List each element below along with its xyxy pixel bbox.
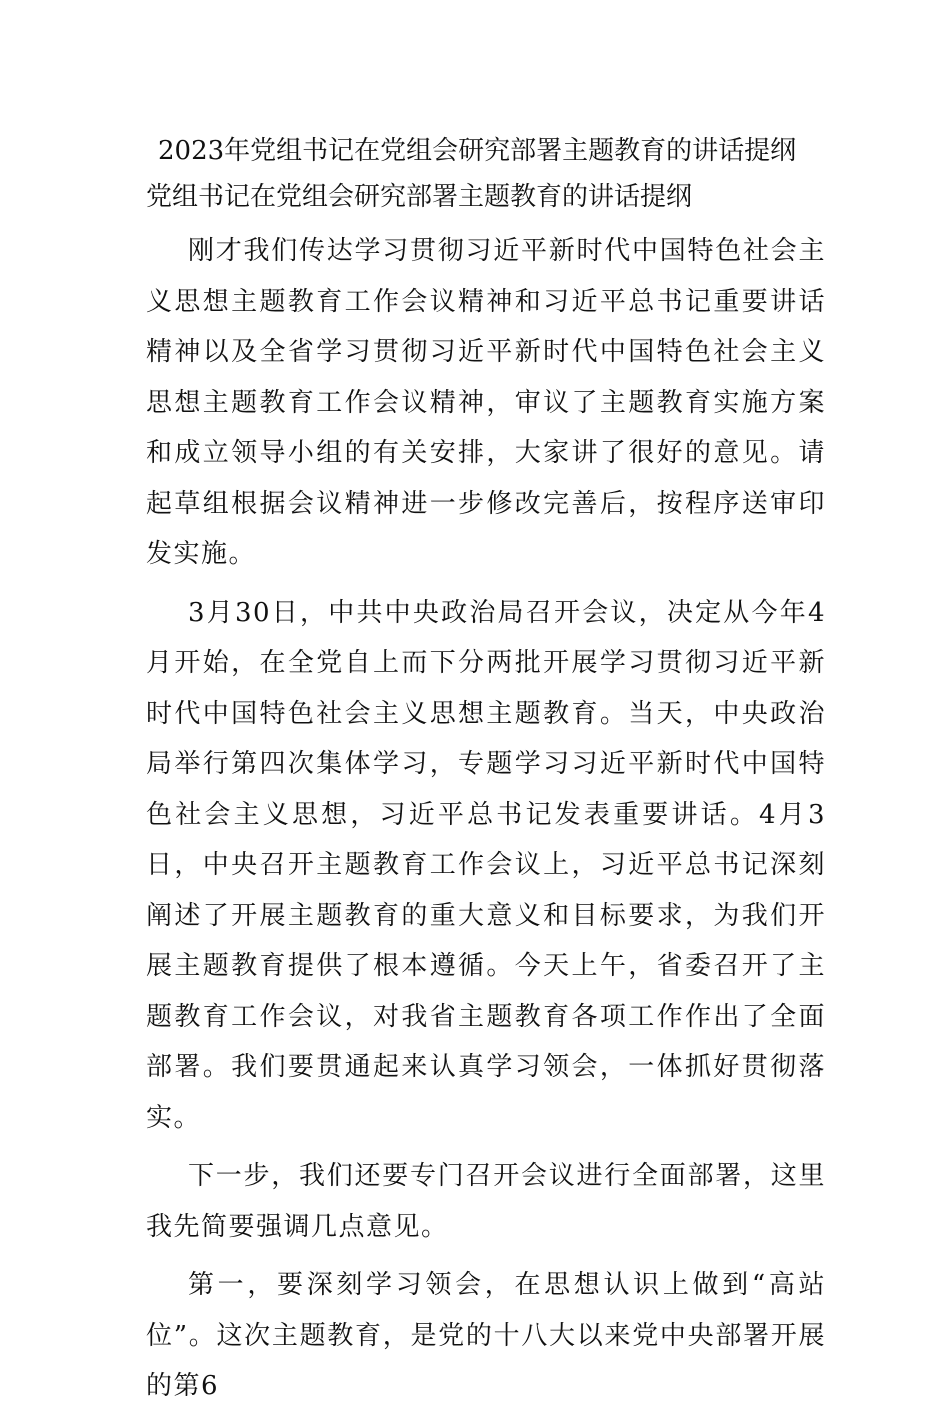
document-title: 2023年党组书记在党组会研究部署主题教育的讲话提纲	[158, 136, 797, 166]
paragraph-2: 3月30日，中共中央政治局召开会议，决定从今年4月开始，在全党自上而下分两批开展学习贯彻习近平新时代中国特色社会主义思想主题教育。当天，中央政治局举行第四次集体学习，专题学习习近平新时代中国特色社会主义思想，习近平总书记发表重要讲话。4月3日，中央召开主题教育工作会议上，习近平总书记深刻阐述了开展主题教育的重大意义和目标要求，为我们开展主题教育提供了根本遵循。今天上午，省委召开了主题教育工作会议，对我省主题教育各项工作作出了全面部署。我们要贯通起来认真学习领会，一体抓好贯彻落实。	[146, 597, 826, 1133]
document-body	[146, 128, 826, 1412]
paragraph-1: 刚才我们传达学习贯彻习近平新时代中国特色社会主义思想主题教育工作会议精神和习近平总书记重要讲话精神以及全省学习贯彻习近平新时代中国特色社会主义思想主题教育工作会议精神，审议了主题教育实施方案和成立领导小组的有关安排，大家讲了很好的意见。请起草组根据会议精神进一步修改完善后，按程序送审印发实施。	[146, 236, 826, 569]
paragraph-3: 下一步，我们还要专门召开会议进行全面部署，这里我先简要强调几点意见。	[146, 1161, 826, 1242]
paragraph-4: 第一，要深刻学习领会，在思想认识上做到“高站位”。这次主题教育，是党的十八大以来党中央部署开展的第6	[146, 1270, 826, 1401]
document-subtitle: 党组书记在党组会研究部署主题教育的讲话提纲	[146, 182, 693, 212]
